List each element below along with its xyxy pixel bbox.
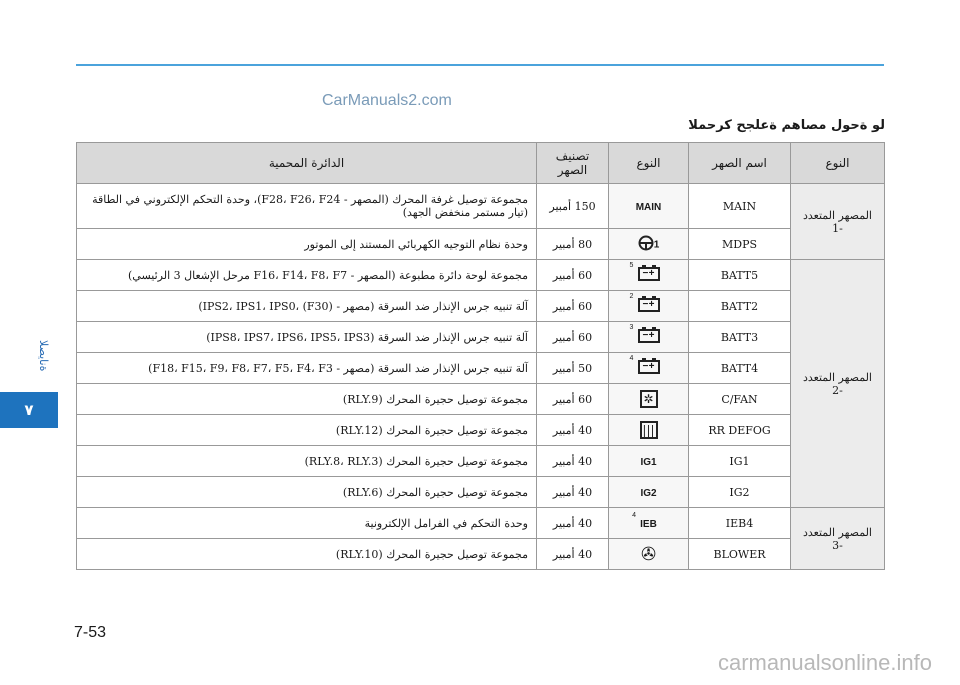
battery-number: 5 [629,261,634,269]
name-cell: BATT4 [689,353,791,384]
symbol-cell [609,477,689,508]
battery-icon: 4 − + [638,360,660,377]
rear-defog-icon: ||| [640,421,658,439]
capacity-cell: 80 أمبير [537,229,609,260]
description-cell: مجموعة توصيل حجيرة المحرك (RLY.9) [77,384,537,415]
name-cell: MDPS [689,229,791,260]
description-cell: مجموعة توصيل حجيرة المحرك (RLY.10) [77,539,537,570]
type-cell: المصهر المتعدد -3 [791,508,885,570]
symbol-cell [609,260,689,291]
table-row [77,477,885,508]
description-cell: مجموعة توصيل حجيرة المحرك (RLY.8، RLY.3) [77,446,537,477]
symbol-cell [609,508,689,539]
ig2-icon: IG2 [640,487,657,499]
ieb-icon: 4 IEB [632,511,657,530]
symbol-cell [609,539,689,570]
symbol-cell [609,384,689,415]
ig1-icon: IG1 [640,456,657,468]
watermark-bottom[interactable]: carmanualsonline.info [717,650,932,675]
table-row [77,415,885,446]
description-cell: آلة تنبيه جرس الإنذار ضد السرقة (مصهر - IPS2، IPS1، IPS0، (F30)) [77,291,537,322]
table-row [77,322,885,353]
battery-icon: 3 − + [638,329,660,346]
capacity-cell: 40 أمبير [537,508,609,539]
section-heading: لو ةحول مصاهم ةعلجح كرحملا [688,118,885,133]
description-cell: آلة تنبيه جرس الإنذار ضد السرقة (مصهر - F18، F15، F9، F8، F7، F5، F4، F3) [77,353,537,384]
table-row [77,446,885,477]
type-cell: المصهر المتعدد -1 [791,184,885,260]
page-number: 7-53 [74,624,107,641]
capacity-cell: 60 أمبير [537,291,609,322]
battery-number: 3 [629,323,634,331]
description-cell: مجموعة توصيل غرفة المحرك (المصهر - F28، F26، F24)، وحدة التحكم الإلكتروني في الطاقة (تيار مستمر منخفض الجهد) [77,184,537,229]
table-row [77,508,885,539]
battery-number: 4 [629,354,634,362]
fuse-table [76,142,885,570]
table-row [77,384,885,415]
battery-number: 2 [629,292,634,300]
symbol-cell [609,322,689,353]
cooling-fan-icon: ✲ [640,390,658,408]
name-cell: IEB4 [689,508,791,539]
table-row [77,184,885,229]
top-rule [76,64,884,66]
capacity-cell: 40 أمبير [537,446,609,477]
table-row [77,260,885,291]
name-cell: RR DEFOG [689,415,791,446]
description-cell: مجموعة لوحة دائرة مطبوعة (المصهر - F16، F14، F8، F7 مرحل الإشعال 3 الرئيسي) [77,260,537,291]
header-type: النوع [791,143,885,184]
table-row [77,291,885,322]
watermark-top[interactable]: CarManuals2.com [322,92,452,109]
description-cell: وحدة التحكم في الفرامل الإلكترونية [77,508,537,539]
header-description: الدائرة المحمية [77,143,537,184]
description-cell: وحدة نظام التوجيه الكهربائي المستند إلى الموتور [77,229,537,260]
symbol-cell [609,446,689,477]
capacity-cell: 150 أمبير [537,184,609,229]
blower-icon: ✇ [640,543,657,565]
capacity-cell: 60 أمبير [537,322,609,353]
name-cell: BLOWER [689,539,791,570]
table-row [77,539,885,570]
symbol-cell [609,353,689,384]
name-cell: IG2 [689,477,791,508]
description-cell: مجموعة توصيل حجيرة المحرك (RLY.12) [77,415,537,446]
name-cell: MAIN [689,184,791,229]
symbol-number: 1 [653,239,660,250]
description-cell: مجموعة توصيل حجيرة المحرك (RLY.6) [77,477,537,508]
side-chapter-label: ةنايصلا [37,340,50,372]
battery-icon: 2 − + [638,298,660,315]
battery-icon: 5 − + [638,267,660,284]
symbol-cell [609,415,689,446]
name-cell: BATT5 [689,260,791,291]
header-capacity: تصنيف الصهر [537,143,609,184]
name-cell: IG1 [689,446,791,477]
main-fuse-icon: MAIN [635,201,662,213]
description-cell: آلة تنبيه جرس الإنذار ضد السرقة (IPS8، IPS7، IPS6، IPS5، IPS3) [77,322,537,353]
table-header-row [77,143,885,184]
type-cell: المصهر المتعدد -2 [791,260,885,508]
capacity-cell: 40 أمبير [537,539,609,570]
symbol-cell [609,291,689,322]
capacity-cell: 60 أمبير [537,384,609,415]
header-symbol: النوع [609,143,689,184]
capacity-cell: 50 أمبير [537,353,609,384]
capacity-cell: 40 أمبير [537,415,609,446]
chapter-tab[interactable]: ٧ [0,392,58,428]
name-cell: BATT2 [689,291,791,322]
capacity-cell: 40 أمبير [537,477,609,508]
ieb-number: 4 [632,511,637,519]
table-row [77,353,885,384]
symbol-cell [609,184,689,229]
name-cell: C/FAN [689,384,791,415]
name-cell: BATT3 [689,322,791,353]
header-name: اسم الصهر [689,143,791,184]
table-row [77,229,885,260]
steering-icon [638,235,654,254]
symbol-cell [609,229,689,260]
capacity-cell: 60 أمبير [537,260,609,291]
